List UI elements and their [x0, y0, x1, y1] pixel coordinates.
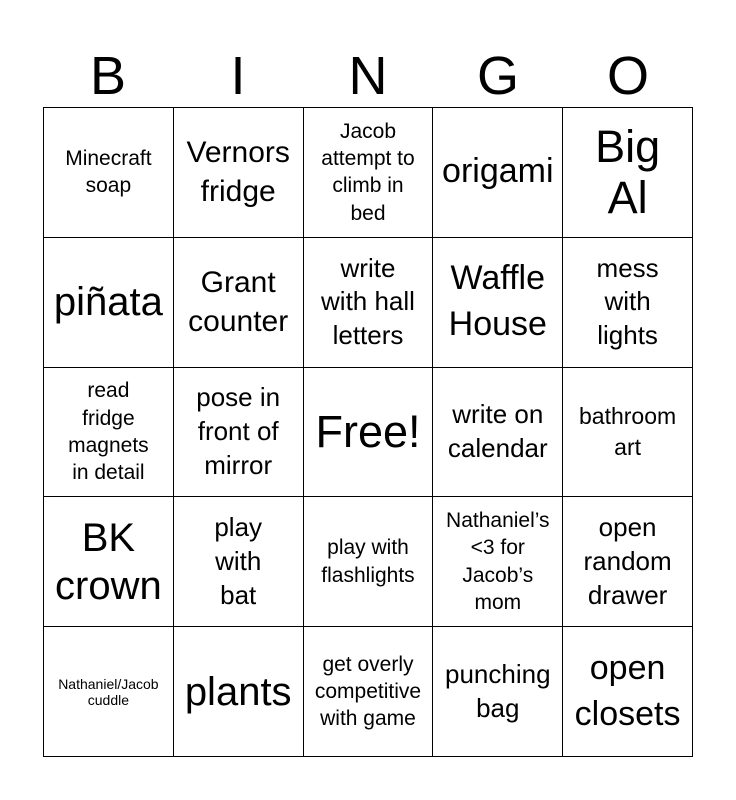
bingo-cell-r5c1[interactable] — [44, 627, 174, 757]
cell-label: pose in front of mirror — [196, 382, 281, 480]
cell-label: mess with lights — [596, 252, 659, 351]
bingo-cell-r5c4[interactable] — [433, 627, 563, 757]
header-letter-o: O — [606, 46, 649, 106]
bingo-cell-r3c4[interactable] — [433, 368, 563, 498]
header-letter-n: N — [348, 46, 388, 106]
cell-label: piñata — [53, 280, 163, 325]
cell-label: Nathaniel/Jacob cuddle — [58, 675, 159, 708]
bingo-cell-r3c1[interactable] — [44, 368, 174, 498]
cell-label: play with flashlights — [321, 536, 415, 587]
bingo-cell-r1c2[interactable] — [174, 108, 304, 238]
bingo-board — [43, 107, 693, 757]
cell-label: Grant counter — [188, 266, 289, 339]
cell-label: play with bat — [214, 512, 263, 610]
cell-label: open random drawer — [583, 512, 672, 610]
cell-label: Big Al — [595, 120, 661, 224]
bingo-cell-r2c1[interactable] — [44, 238, 174, 368]
bingo-cell-r5c5[interactable] — [563, 627, 693, 757]
cell-label: open closets — [574, 648, 681, 733]
cell-label: write on calendar — [447, 399, 548, 463]
bingo-cell-r4c3[interactable] — [304, 497, 434, 627]
cell-label: Jacob attempt to climb in bed — [321, 119, 415, 225]
cell-label: Vernors fridge — [186, 136, 290, 209]
bingo-cell-r2c3[interactable] — [304, 238, 434, 368]
bingo-cell-r3c3[interactable] — [304, 368, 434, 498]
bingo-cell-r4c4[interactable] — [433, 497, 563, 627]
cell-label: Nathaniel’s <3 for Jacob’s mom — [446, 509, 550, 615]
bingo-cell-r3c5[interactable] — [563, 368, 693, 498]
cell-label: write with hall letters — [321, 252, 415, 351]
cell-label: BK crown — [55, 515, 162, 608]
bingo-cell-r1c5[interactable] — [563, 108, 693, 238]
bingo-cell-r2c4[interactable] — [433, 238, 563, 368]
bingo-cell-r4c1[interactable] — [44, 497, 174, 627]
bingo-cell-r4c2[interactable] — [174, 497, 304, 627]
header-letter-i: I — [230, 46, 246, 106]
cell-label: bathroom art — [579, 402, 677, 460]
header-letter-g: G — [476, 46, 519, 106]
bingo-cell-r2c5[interactable] — [563, 238, 693, 368]
header-letter-b: B — [89, 46, 127, 106]
cell-label: plants — [184, 669, 292, 714]
bingo-cell-r5c2[interactable] — [174, 627, 304, 757]
bingo-cell-r5c3[interactable] — [304, 627, 434, 757]
cell-label: read fridge magnets in detail — [68, 379, 149, 485]
bingo-cell-r2c2[interactable] — [174, 238, 304, 368]
bingo-cell-r1c1[interactable] — [44, 108, 174, 238]
bingo-cell-r4c5[interactable] — [563, 497, 693, 627]
bingo-cell-r3c2[interactable] — [174, 368, 304, 498]
cell-label: punching bag — [445, 658, 551, 723]
cell-label: Minecraft soap — [65, 147, 152, 198]
cell-label: get overly competitive with game — [314, 652, 422, 731]
cell-label: Free! — [315, 406, 421, 458]
bingo-cell-r1c3[interactable] — [304, 108, 434, 238]
cell-label: origami — [442, 152, 554, 191]
bingo-cell-r1c4[interactable] — [433, 108, 563, 238]
bingo-header — [43, 44, 693, 108]
cell-label: Waffle House — [448, 259, 547, 344]
